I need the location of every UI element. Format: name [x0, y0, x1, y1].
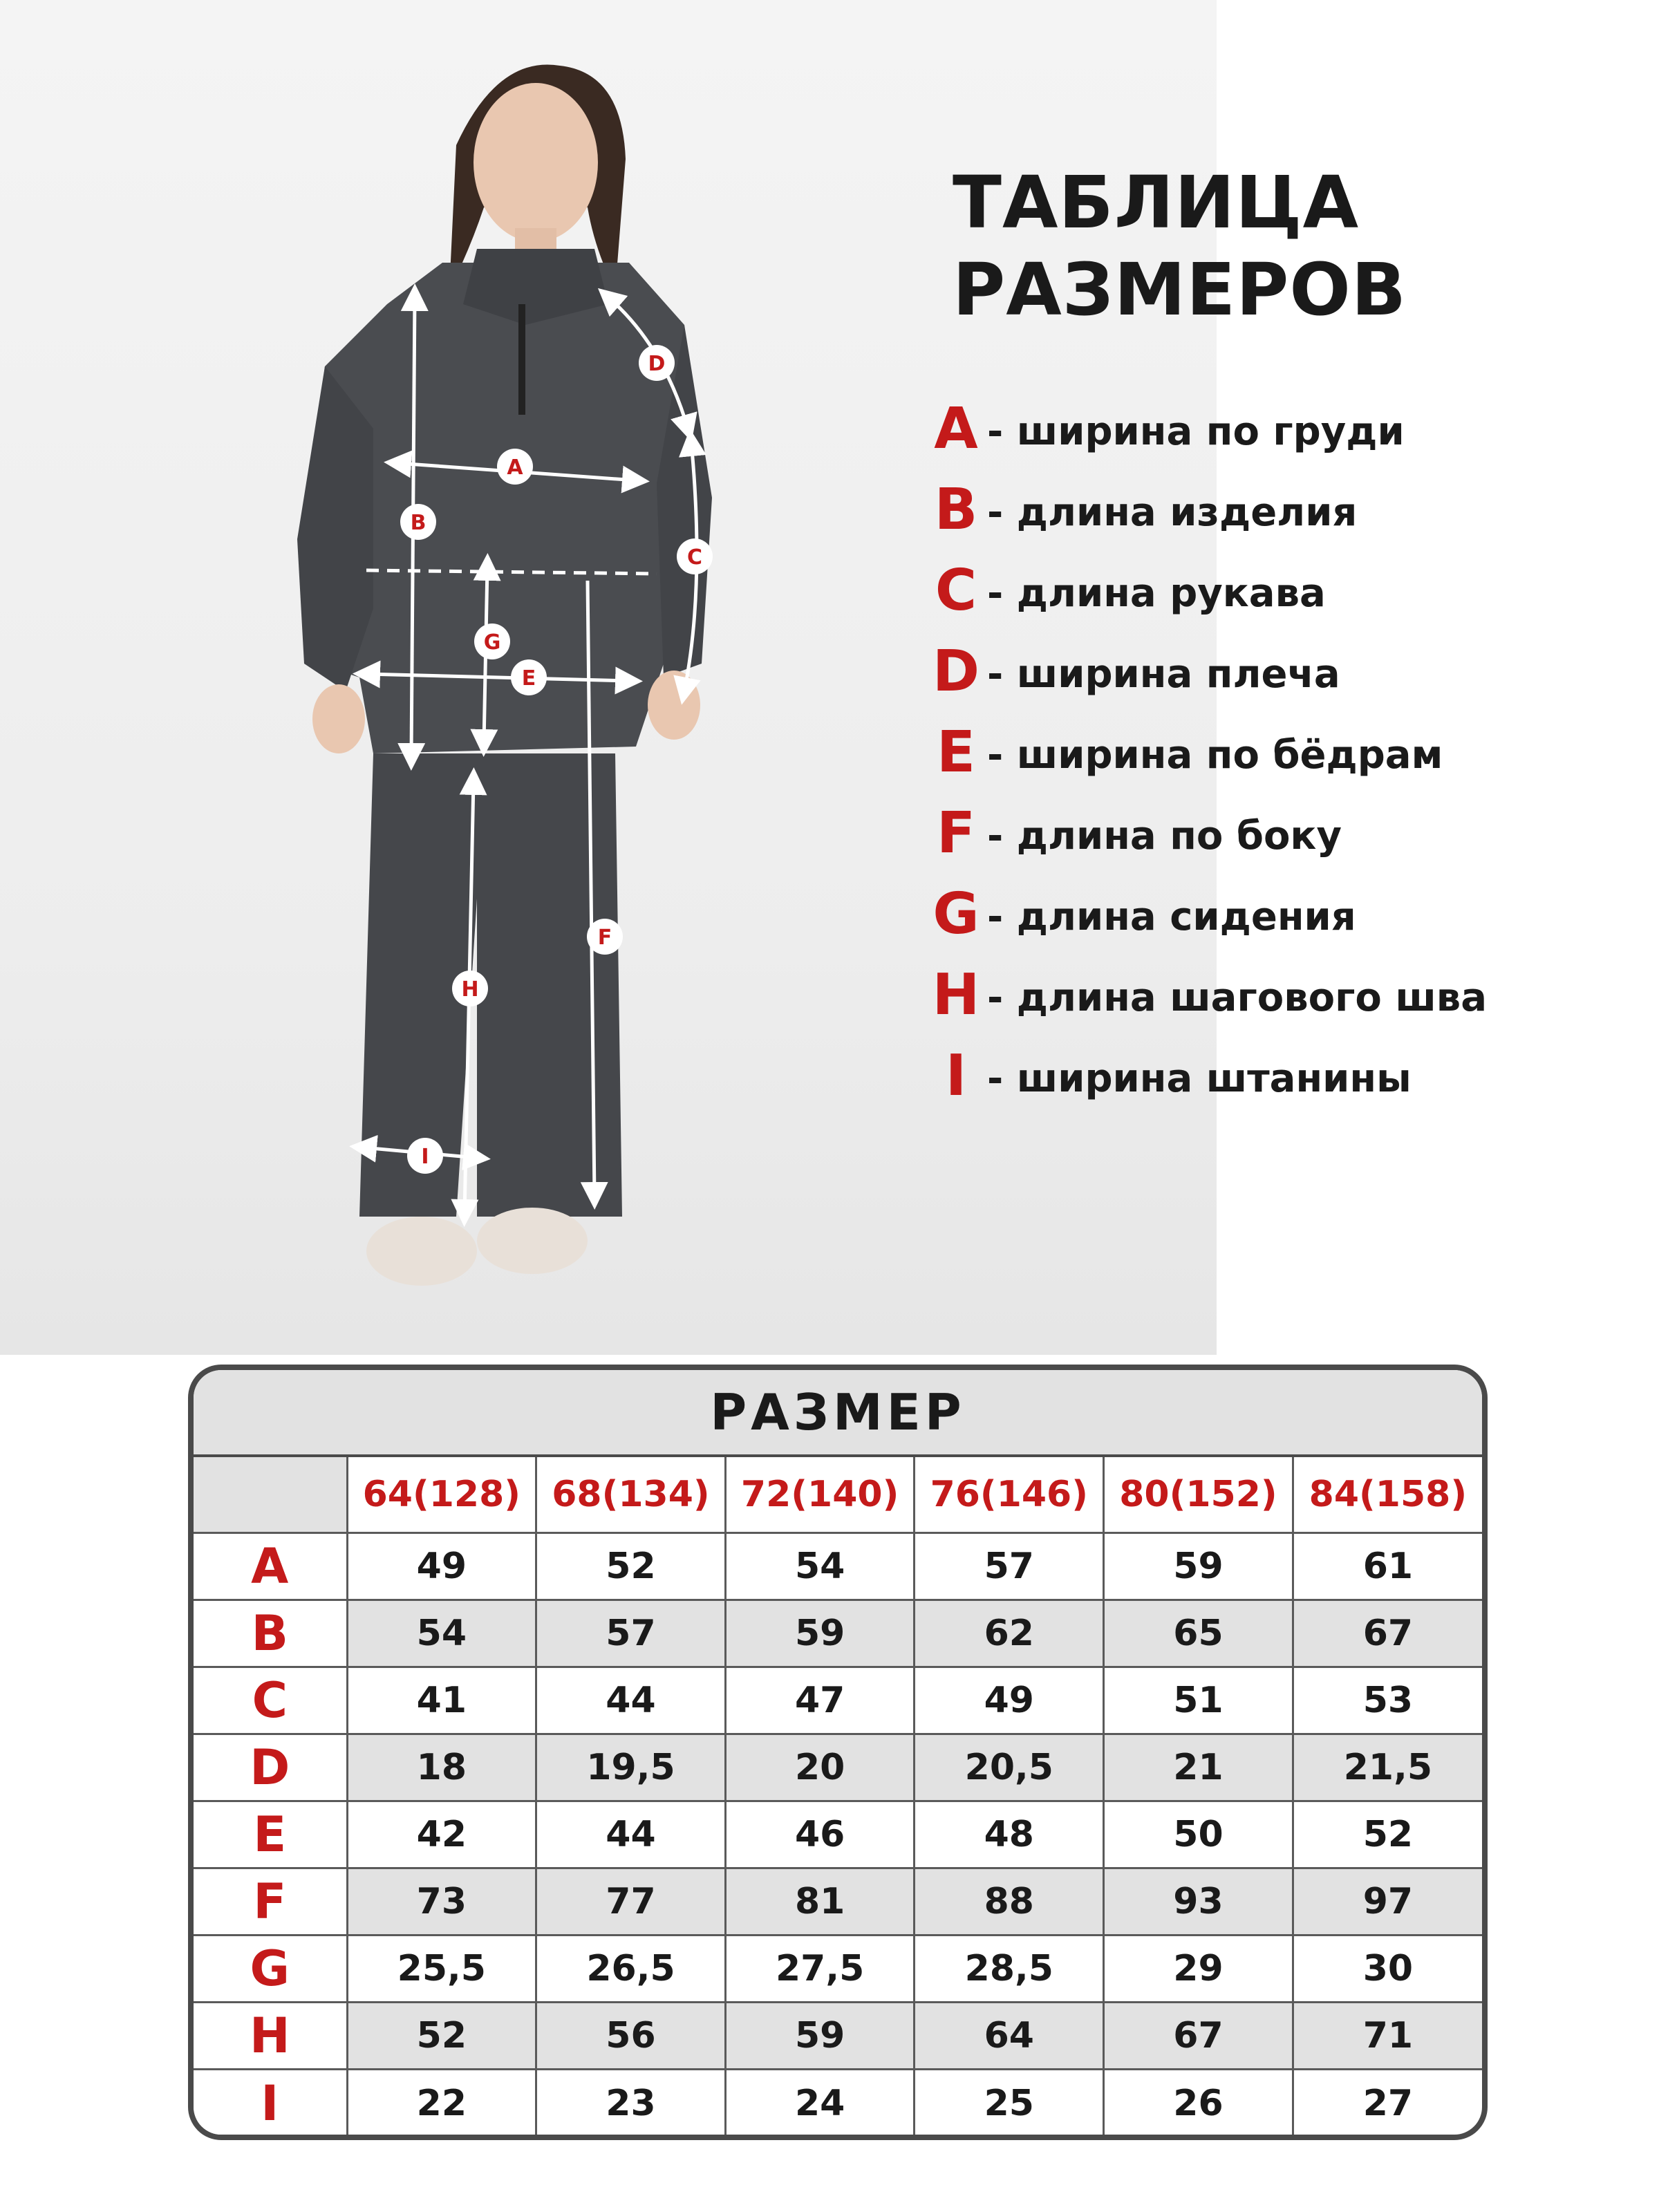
row-label: I [194, 2070, 347, 2137]
row-label: H [194, 2003, 347, 2070]
table-row [194, 1600, 1482, 1667]
table-row [194, 2003, 1482, 2070]
table-cell: 27,5 [725, 1936, 915, 2003]
table-cell: 27 [1293, 2070, 1482, 2137]
table-cell: 67 [1104, 2003, 1293, 2070]
table-cell: 52 [536, 1533, 726, 1600]
legend-item-e [932, 721, 1623, 802]
legend-text: - длина рукава [987, 571, 1326, 616]
legend-letter: B [934, 477, 978, 543]
table-cell: 48 [915, 1801, 1104, 1868]
legend-item-a [932, 397, 1623, 478]
row-label: C [194, 1667, 347, 1734]
table-cell: 42 [347, 1801, 536, 1868]
table-header [194, 1370, 1482, 1457]
row-label: D [194, 1734, 347, 1801]
table-cell: 54 [725, 1533, 915, 1600]
table-cell: 64 [915, 2003, 1104, 2070]
size-column-header: 72(140) [725, 1457, 915, 1533]
table-row [194, 1868, 1482, 1936]
measurement-legend [932, 397, 1623, 1125]
table-row [194, 2070, 1482, 2137]
table-cell: 52 [347, 2003, 536, 2070]
legend-letter: H [932, 962, 980, 1028]
table-cell: 20,5 [915, 1734, 1104, 1801]
svg-text:F: F [597, 926, 612, 950]
table-cell: 77 [536, 1868, 726, 1936]
table-cell: 30 [1293, 1936, 1482, 2003]
table-cell: 57 [536, 1600, 726, 1667]
table-row [194, 1801, 1482, 1868]
table-cell: 97 [1293, 1868, 1482, 1936]
table-cell: 29 [1104, 1936, 1293, 2003]
table-cell: 28,5 [915, 1936, 1104, 2003]
svg-text:I: I [421, 1145, 429, 1169]
legend-text: - ширина плеча [987, 652, 1340, 697]
table-cell: 49 [347, 1533, 536, 1600]
size-header-row [194, 1457, 1482, 1533]
legend-item-c [932, 559, 1623, 640]
table-cell: 65 [1104, 1600, 1293, 1667]
table-cell: 41 [347, 1667, 536, 1734]
table-cell: 50 [1104, 1801, 1293, 1868]
table-cell: 57 [915, 1533, 1104, 1600]
table-cell: 59 [1104, 1533, 1293, 1600]
title-line-1: ТАБЛИЦА [953, 160, 1360, 245]
legend-item-b [932, 478, 1623, 559]
table-cell: 67 [1293, 1600, 1482, 1667]
row-label: G [194, 1936, 347, 2003]
legend-letter: E [936, 720, 975, 785]
svg-text:A: A [507, 456, 523, 480]
table-row [194, 1533, 1482, 1600]
svg-text:G: G [483, 630, 501, 655]
legend-text: - длина по боку [987, 814, 1342, 859]
table-cell: 47 [725, 1667, 915, 1734]
legend-item-h [932, 964, 1623, 1044]
svg-text:H: H [461, 977, 479, 1002]
legend-text: - ширина штанины [987, 1056, 1412, 1101]
legend-letter: F [936, 800, 975, 866]
size-column-header: 84(158) [1293, 1457, 1482, 1533]
table-cell: 59 [725, 1600, 915, 1667]
size-column-header: 80(152) [1104, 1457, 1293, 1533]
table-cell: 73 [347, 1868, 536, 1936]
table-header-label: РАЗМЕР [710, 1383, 966, 1441]
table-cell: 21 [1104, 1734, 1293, 1801]
legend-text: - ширина по груди [987, 409, 1405, 454]
page-title [953, 159, 1575, 333]
size-table [194, 1457, 1482, 2137]
face-shape [474, 83, 598, 242]
table-cell: 21,5 [1293, 1734, 1482, 1801]
table-cell: 23 [536, 2070, 726, 2137]
table-cell: 19,5 [536, 1734, 726, 1801]
legend-letter: D [932, 639, 980, 704]
table-row [194, 1667, 1482, 1734]
table-cell: 25 [915, 2070, 1104, 2137]
table-cell: 56 [536, 2003, 726, 2070]
table-cell: 22 [347, 2070, 536, 2137]
legend-item-i [932, 1044, 1623, 1125]
legend-text: - длина изделия [987, 490, 1358, 535]
table-cell: 18 [347, 1734, 536, 1801]
table-cell: 53 [1293, 1667, 1482, 1734]
legend-item-d [932, 640, 1623, 721]
table-cell: 62 [915, 1600, 1104, 1667]
row-label: A [194, 1533, 347, 1600]
table-cell: 54 [347, 1600, 536, 1667]
legend-text: - ширина по бёдрам [987, 733, 1443, 778]
table-cell: 81 [725, 1868, 915, 1936]
table-cell: 61 [1293, 1533, 1482, 1600]
table-cell: 71 [1293, 2003, 1482, 2070]
table-cell: 26 [1104, 2070, 1293, 2137]
legend-letter: A [934, 396, 978, 462]
title-line-2: РАЗМЕРОВ [953, 247, 1407, 332]
table-cell: 46 [725, 1801, 915, 1868]
legend-letter: C [935, 558, 977, 624]
table-corner-cell [194, 1457, 347, 1533]
svg-text:D: D [648, 352, 666, 376]
size-table-container [188, 1365, 1488, 2140]
legend-letter: G [932, 881, 980, 947]
svg-text:E: E [521, 666, 536, 691]
size-column-header: 64(128) [347, 1457, 536, 1533]
legend-text: - длина сидения [987, 894, 1356, 939]
size-column-header: 76(146) [915, 1457, 1104, 1533]
table-row [194, 1734, 1482, 1801]
table-cell: 24 [725, 2070, 915, 2137]
table-cell: 88 [915, 1868, 1104, 1936]
legend-letter: I [945, 1043, 967, 1109]
size-column-header: 68(134) [536, 1457, 726, 1533]
table-cell: 20 [725, 1734, 915, 1801]
table-cell: 25,5 [347, 1936, 536, 2003]
table-cell: 49 [915, 1667, 1104, 1734]
table-cell: 51 [1104, 1667, 1293, 1734]
table-cell: 44 [536, 1667, 726, 1734]
legend-item-g [932, 883, 1623, 964]
legend-text: - длина шагового шва [987, 975, 1488, 1020]
table-cell: 44 [536, 1801, 726, 1868]
table-cell: 93 [1104, 1868, 1293, 1936]
svg-text:B: B [410, 511, 427, 535]
table-cell: 26,5 [536, 1936, 726, 2003]
svg-text:C: C [686, 545, 703, 570]
table-row [194, 1936, 1482, 2003]
legend-item-f [932, 802, 1623, 883]
row-label: B [194, 1600, 347, 1667]
table-cell: 59 [725, 2003, 915, 2070]
row-label: F [194, 1868, 347, 1936]
table-cell: 52 [1293, 1801, 1482, 1868]
row-label: E [194, 1801, 347, 1868]
pants-shape [359, 753, 622, 1217]
